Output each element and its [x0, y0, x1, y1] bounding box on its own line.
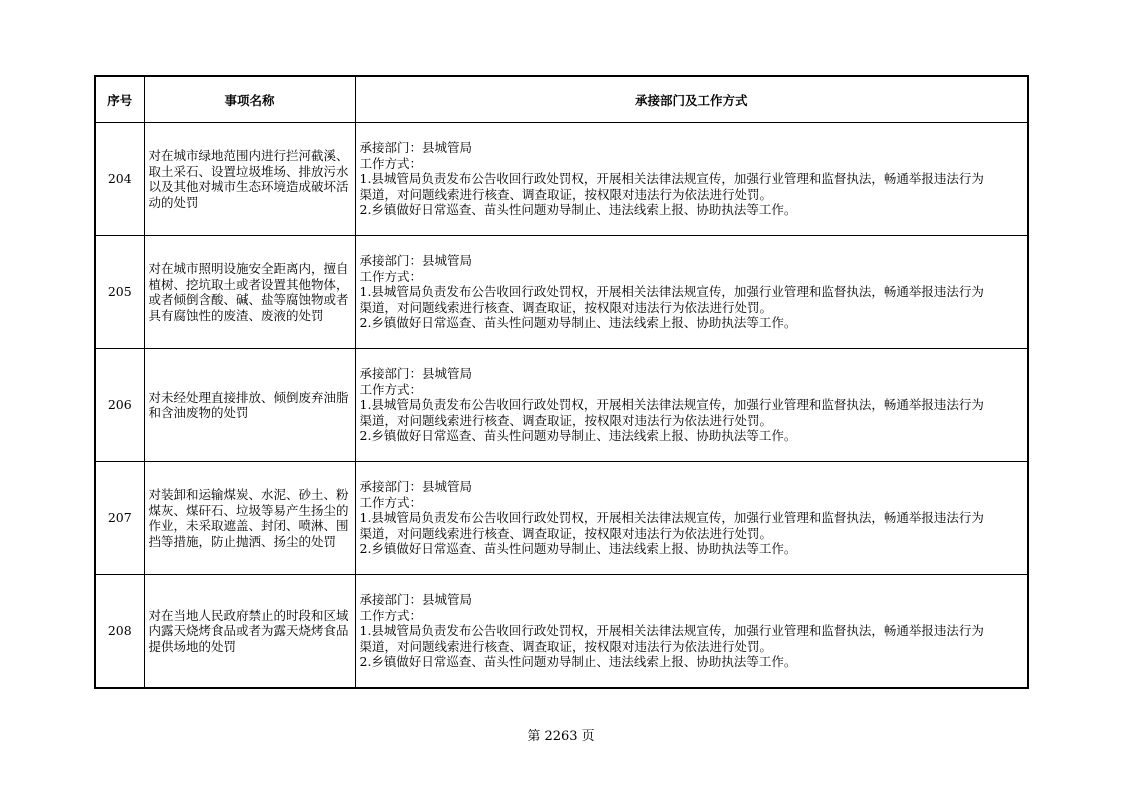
department-line: 承接部门：县城管局 [359, 366, 473, 382]
row-serial-number: 208 [95, 575, 144, 689]
table-row [95, 462, 1028, 575]
work-mode-item-1: 1.县城管局负责发布公告收回行政处罚权，开展相关法律法规宣传，加强行业管理和监督执法，畅通举报违法行为 [359, 171, 984, 187]
table-row [95, 349, 1028, 462]
work-mode-item-2: 2.乡镇做好日常巡查、苗头性问题劝导制止、违法线索上报、协助执法等工作。 [359, 315, 797, 331]
row-item-name: 对装卸和运输煤炭、水泥、砂土、粉煤灰、煤矸石、垃圾等易产生扬尘的作业，未采取遮盖、封闭、喷淋、围挡等措施，防止抛洒、扬尘的处罚 [144, 462, 355, 575]
work-mode-item-1-continued: 渠道，对问题线索进行核查、调查取证，按权限对违法行为依法进行处罚。 [359, 638, 773, 654]
matters-table-container [94, 75, 1027, 689]
work-mode-item-2: 2.乡镇做好日常巡查、苗头性问题劝导制止、违法线索上报、协助执法等工作。 [359, 654, 797, 670]
work-mode-item-2: 2.乡镇做好日常巡查、苗头性问题劝导制止、违法线索上报、协助执法等工作。 [359, 202, 797, 218]
department-line: 承接部门：县城管局 [359, 479, 473, 495]
row-department-method [355, 349, 1028, 462]
work-mode-item-1: 1.县城管局负责发布公告收回行政处罚权，开展相关法律法规宣传，加强行业管理和监督执法，畅通举报违法行为 [359, 510, 984, 526]
table-row [95, 236, 1028, 349]
row-department-method [355, 123, 1028, 236]
work-mode-item-2: 2.乡镇做好日常巡查、苗头性问题劝导制止、违法线索上报、协助执法等工作。 [359, 541, 797, 557]
work-mode-item-1-continued: 渠道，对问题线索进行核查、调查取证，按权限对违法行为依法进行处罚。 [359, 186, 773, 202]
work-mode-label: 工作方式： [359, 607, 423, 623]
row-serial-number: 206 [95, 349, 144, 462]
work-mode-label: 工作方式： [359, 494, 423, 510]
row-item-name: 对在城市绿地范围内进行拦河截溪、取土采石、设置垃圾堆场、排放污水以及其他对城市生态环境造成破坏活动的处罚 [144, 123, 355, 236]
table-header-row [95, 76, 1028, 123]
row-serial-number: 207 [95, 462, 144, 575]
header-department-and-method: 承接部门及工作方式 [355, 76, 1028, 123]
row-department-method [355, 575, 1028, 689]
work-mode-item-1-continued: 渠道，对问题线索进行核查、调查取证，按权限对违法行为依法进行处罚。 [359, 412, 773, 428]
row-serial-number: 204 [95, 123, 144, 236]
row-serial-number: 205 [95, 236, 144, 349]
work-mode-item-1: 1.县城管局负责发布公告收回行政处罚权，开展相关法律法规宣传，加强行业管理和监督执法，畅通举报违法行为 [359, 397, 984, 413]
row-item-name: 对在城市照明设施安全距离内，擅自植树、挖坑取土或者设置其他物体，或者倾倒含酸、碱、盐等腐蚀物或者具有腐蚀性的废渣、废液的处罚 [144, 236, 355, 349]
department-line: 承接部门：县城管局 [359, 140, 473, 156]
page-number-footer: 第 2263 页 [527, 729, 595, 744]
work-mode-label: 工作方式： [359, 268, 423, 284]
row-item-name: 对在当地人民政府禁止的时段和区域内露天烧烤食品或者为露天烧烤食品提供场地的处罚 [144, 575, 355, 689]
work-mode-item-1: 1.县城管局负责发布公告收回行政处罚权，开展相关法律法规宣传，加强行业管理和监督执法，畅通举报违法行为 [359, 284, 984, 300]
row-department-method [355, 236, 1028, 349]
table-row [95, 123, 1028, 236]
department-line: 承接部门：县城管局 [359, 253, 473, 269]
row-department-method [355, 462, 1028, 575]
department-line: 承接部门：县城管局 [359, 592, 473, 608]
table-row [95, 575, 1028, 689]
work-mode-item-1-continued: 渠道，对问题线索进行核查、调查取证，按权限对违法行为依法进行处罚。 [359, 525, 773, 541]
row-item-name: 对未经处理直接排放、倾倒废弃油脂和含油废物的处罚 [144, 349, 355, 462]
work-mode-item-2: 2.乡镇做好日常巡查、苗头性问题劝导制止、违法线索上报、协助执法等工作。 [359, 428, 797, 444]
work-mode-item-1-continued: 渠道，对问题线索进行核查、调查取证，按权限对违法行为依法进行处罚。 [359, 299, 773, 315]
matters-table [94, 75, 1029, 689]
work-mode-item-1: 1.县城管局负责发布公告收回行政处罚权，开展相关法律法规宣传，加强行业管理和监督执法，畅通举报违法行为 [359, 623, 984, 639]
work-mode-label: 工作方式： [359, 155, 423, 171]
header-serial-number: 序号 [95, 76, 144, 123]
header-item-name: 事项名称 [144, 76, 355, 123]
work-mode-label: 工作方式： [359, 381, 423, 397]
